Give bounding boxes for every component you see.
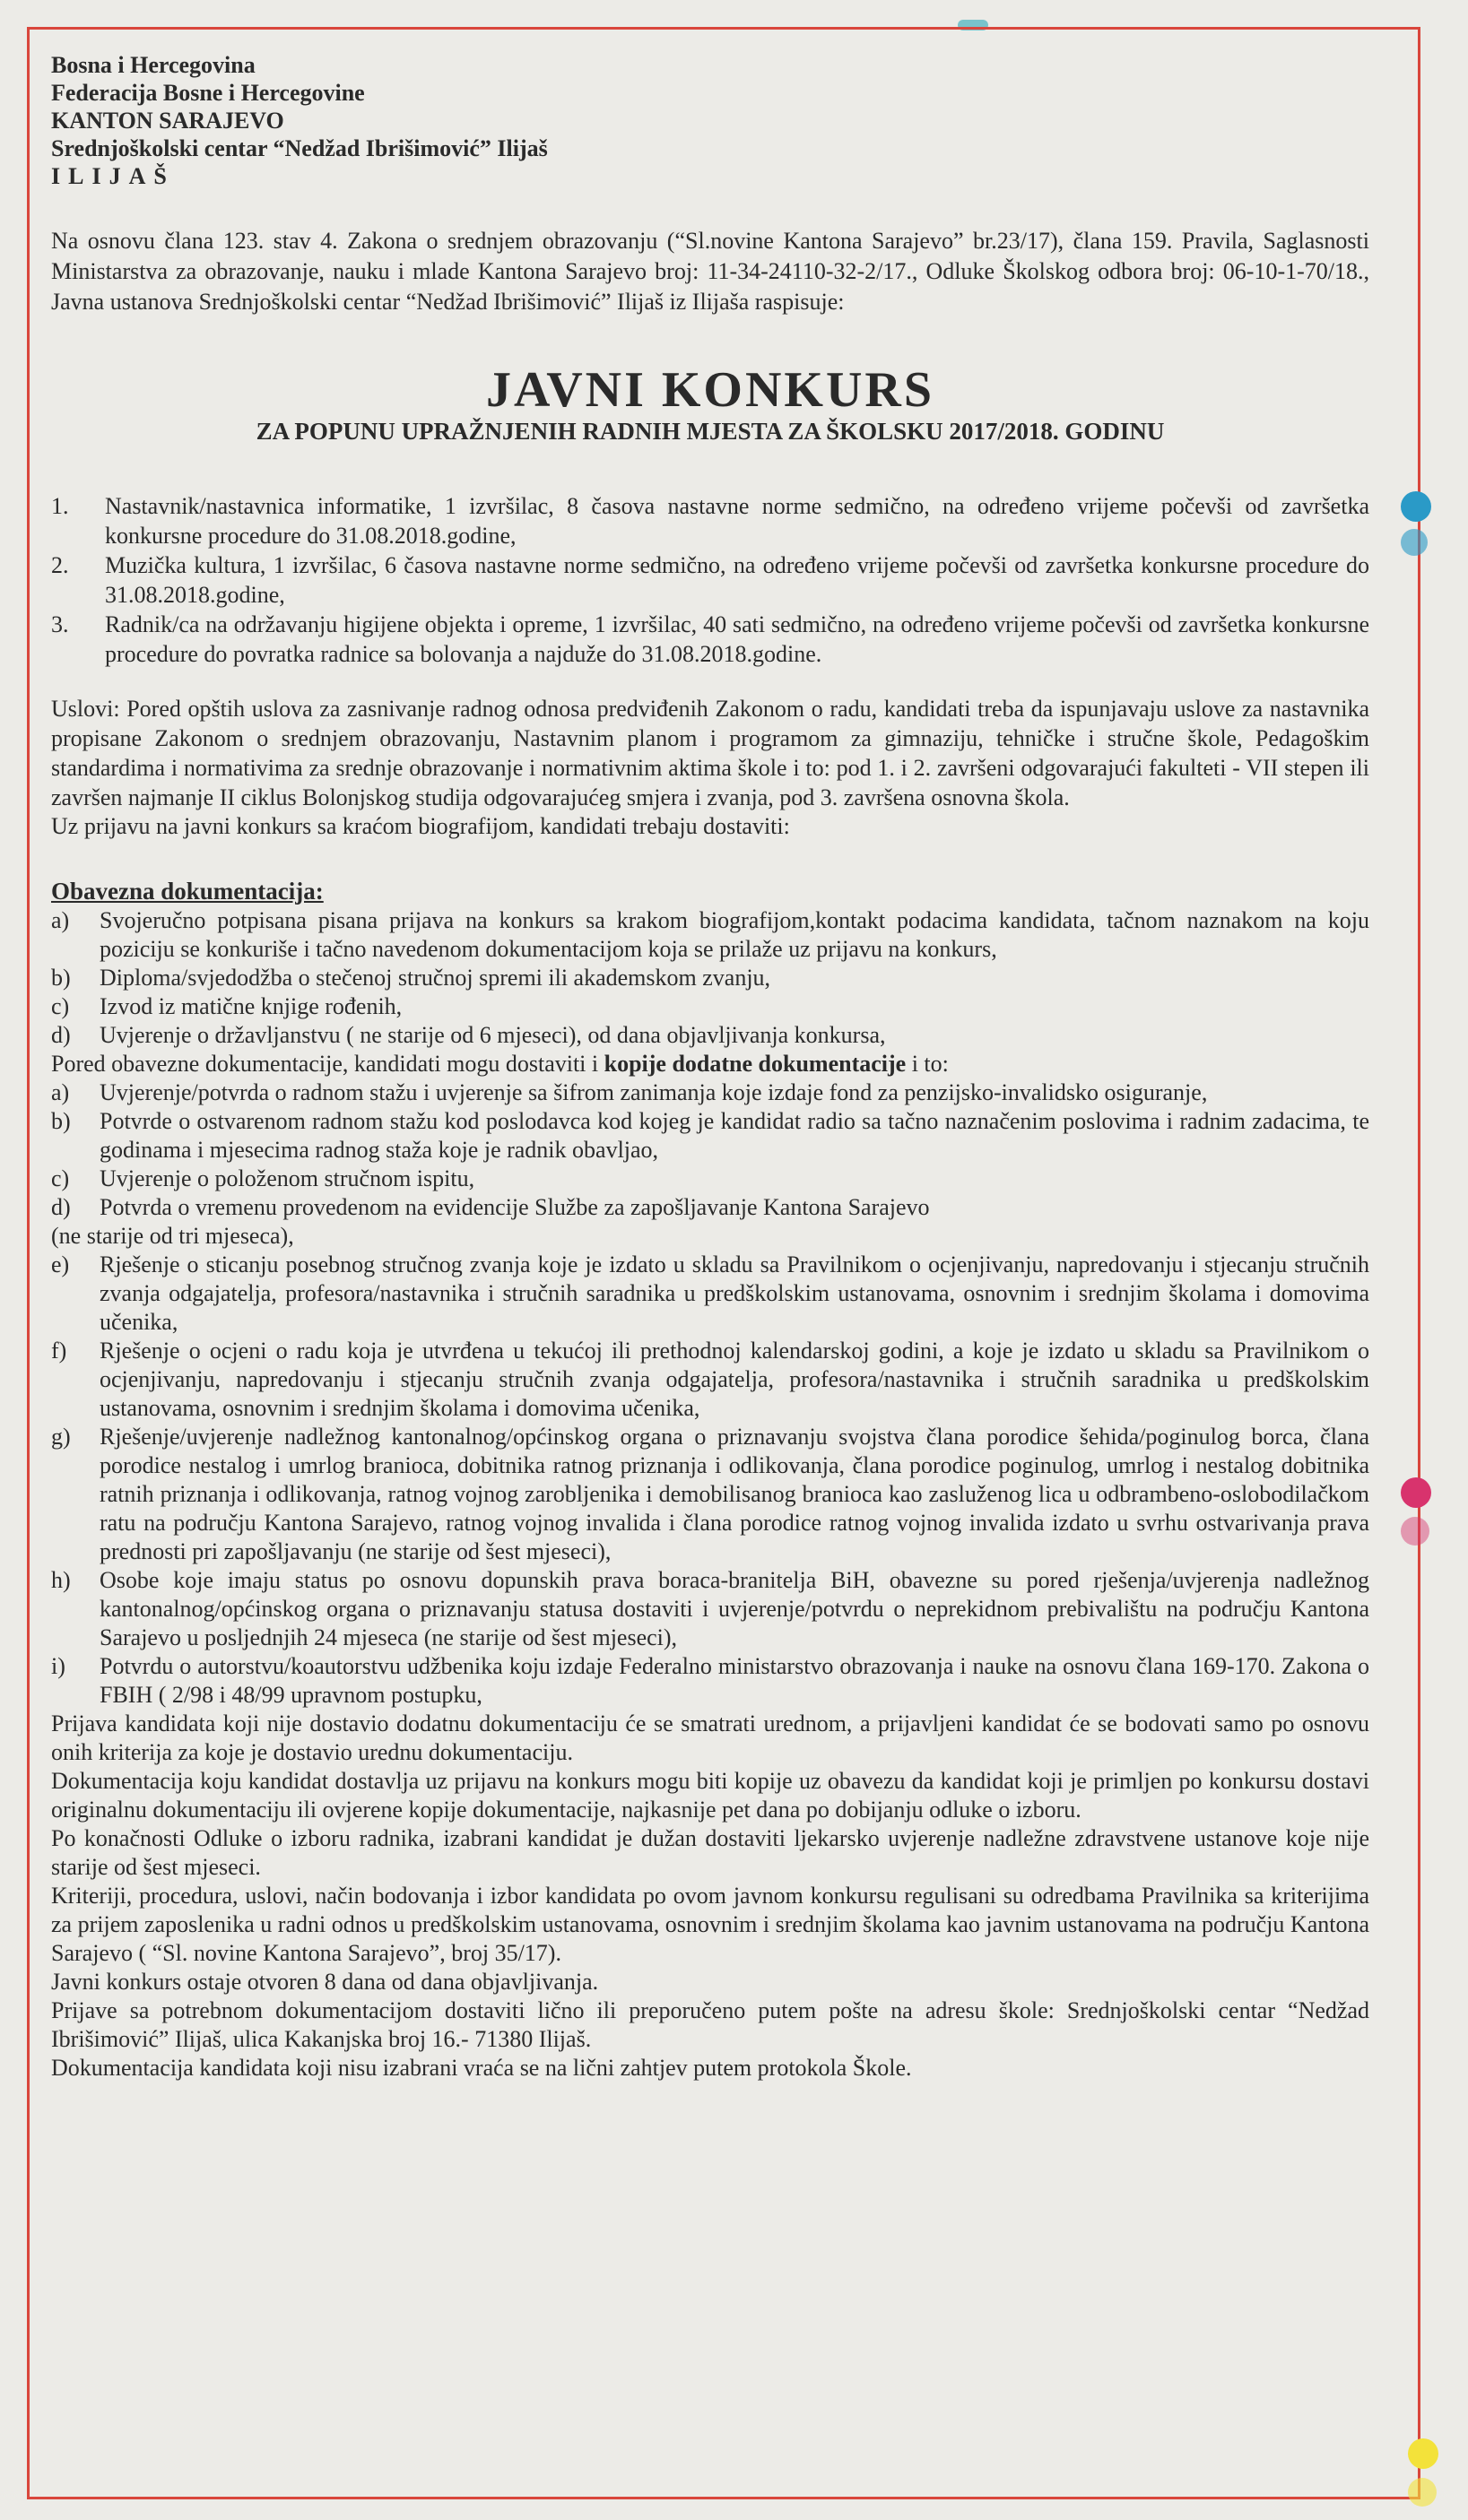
list-text: Uvjerenje/potvrda o radnom stažu i uvjerenje sa šifrom zanimanja koje izdaje fond za penzijsko-invalidsko osiguranje, — [100, 1079, 1208, 1105]
intro-paragraph: Na osnovu člana 123. stav 4. Zakona o srednjem obrazovanju (“Sl.novine Kantona Sarajevo” br.23/17), člana 159. Pravila, Saglasnosti Ministarstva za obrazovanje, nauku i mlade Kantona Sarajevo broj: 11-34-24110-32-2/17., Odluke Školskog odbora broj: 06-10-1-70/18., Javna ustanova Srednjoškolski centar “Nedžad Ibrišimović” Ilijaš iz Ilijaša raspisuje: — [51, 228, 1369, 315]
additional-intro-bold: kopije dodatne dokumentacije — [604, 1051, 907, 1077]
position-number: 2. — [51, 552, 69, 578]
list-text: Izvod iz matične knjige rođenih, — [100, 993, 403, 1019]
yellow-print-mark-faded — [1408, 2478, 1437, 2507]
cyan-print-mark — [1401, 491, 1431, 522]
closing-paragraph: Javni konkurs ostaje otvoren 8 dana od dana objavljivanja. — [51, 1969, 599, 1995]
list-marker: b) — [51, 1108, 71, 1134]
list-item — [51, 1165, 1369, 1193]
letterhead-town: ILIJAŠ — [51, 163, 175, 189]
position-number: 1. — [51, 493, 69, 519]
additional-docs-list — [51, 1078, 1369, 1710]
list-item — [51, 1107, 1369, 1165]
list-marker: a) — [51, 1079, 70, 1105]
magenta-print-mark-faded — [1401, 1517, 1429, 1546]
position-item — [51, 550, 1369, 610]
list-text: Uvjerenje o državljanstvu ( ne starije od 6 mjeseci), od dana objavljivanja konkursa, — [100, 1022, 886, 1048]
position-number: 3. — [51, 611, 69, 637]
list-marker: e) — [51, 1251, 70, 1277]
list-marker: g) — [51, 1424, 71, 1450]
additional-docs-intro — [51, 1050, 1369, 1078]
list-marker: b) — [51, 965, 71, 991]
list-item — [51, 906, 1369, 964]
closing-paragraph: Prijave sa potrebnom dokumentacijom dostaviti lično ili preporučeno putem pošte na adresu škole: Srednjoškolski centar “Nedžad Ibrišimović” Ilijaš, ulica Kakanjska broj 16.- 71380 Ilijaš. — [51, 1997, 1369, 2052]
list-text: Rješenje o sticanju posebnog stručnog zvanja koje je izdato u skladu sa Pravilnikom o ocjenjivanju, napredovanju i stjecanju stručnih zvanja odgajatelja, profesora/nastavnika i stručnih saradnika u predškolskim ustanovama, osnovnim i srednjim školama i domovima učenika, — [100, 1251, 1369, 1335]
list-marker: d) — [51, 1022, 71, 1048]
closing-paragraph: Po konačnosti Odluke o izboru radnika, izabrani kandidat je dužan dostaviti ljekarsko uvjerenje nadležne zdravstvene ustanove koje nije starije od šest mjeseci. — [51, 1825, 1369, 1880]
conditions-paragraph: Uslovi: Pored opštih uslova za zasnivanje radnog odnosa predviđenih Zakonom o radu, kandidati treba da ispunjavaju uslove za nastavnika propisane Zakonom o srednjem obrazovanju, Nastavnim planom i programom za gimnaziju, tehničke i stručne škole, Pedagoškim standardima i normativima za srednje obrazovanje i normativnim aktima škole i to: pod 1. i 2. završeni odgovarajući fakulteti - VII stepen ili završen najmanje II ciklus Bolonjskog studija odgovarajućeg smjera i zvanja, pod 3. završena osnovna škola. — [51, 696, 1369, 810]
list-item — [51, 1021, 1369, 1050]
list-item — [51, 1566, 1369, 1652]
document-title: JAVNI KONKURS — [485, 362, 935, 418]
list-text: Uvjerenje o položenom stručnom ispitu, — [100, 1165, 475, 1191]
list-text: Svojeručno potpisana pisana prijava na konkurs sa krakom biografijom,kontakt podacima kandidata, tačnom naznakom na koju poziciju se konkuriše i tačno navedenom dokumentacijom koja se prilaže uz prijavu na konkurs, — [100, 907, 1369, 962]
list-item — [51, 1251, 1369, 1337]
obligatory-docs-heading: Obavezna dokumentacija: — [51, 878, 324, 905]
letterhead-school: Srednjoškolski centar “Nedžad Ibrišimović” Ilijaš — [51, 135, 548, 161]
document-subtitle: ZA POPUNU UPRAŽNJENIH RADNIH MJESTA ZA ŠKOLSKU 2017/2018. GODINU — [256, 418, 1165, 445]
letterhead-federation: Federacija Bosne i Hercegovine — [51, 80, 365, 106]
list-marker: h) — [51, 1567, 71, 1593]
list-item — [51, 1337, 1369, 1423]
closing-section — [51, 1710, 1369, 2083]
closing-paragraph: Kriteriji, procedura, uslovi, način bodovanja i izbor kandidata po ovom javnom konkursu regulisani su odredbama Pravilnika sa kriterijima za prijem zaposlenika u radni odnos u predškolskim ustanovama, osnovnim i srednjim školama kao javnim ustanovama na području Kantona Sarajevo ( “Sl. novine Kantona Sarajevo”, broj 35/17). — [51, 1883, 1369, 1966]
position-text: Nastavnik/nastavnica informatike, 1 izvršilac, 8 časova nastavne norme sedmično, na određeno vrijeme počevši od završetka konkursne procedure do 31.08.2018.godine, — [105, 493, 1369, 549]
obligatory-docs-list — [51, 906, 1369, 1050]
cyan-print-mark-faded — [1401, 529, 1428, 556]
letterhead-canton: KANTON SARAJEVO — [51, 108, 284, 134]
closing-paragraph: Dokumentacija koju kandidat dostavlja uz prijavu na konkurs mogu biti kopije uz obavezu da kandidat koji je primljen po konkursu dostavi originalnu dokumentaciju ili ovjerene kopije dokumentacije, najkasnije pet dana po dobijanju odluke o izboru. — [51, 1768, 1369, 1823]
list-text: Osobe koje imaju status po osnovu dopunskih prava boraca-branitelja BiH, obavezne su pored rješenja/uvjerenja nadležnog kantonalnog/općinskog organa o priznavanju statusa dostaviti i uvjerenje/potvrdu o neprekidnom prebivalištu na području Kantona Sarajevo u posljednjih 24 mjeseca (ne starije od šest mjeseci), — [100, 1567, 1369, 1650]
list-text: Potvrda o vremenu provedenom na evidencije Službe za zapošljavanje Kantona Sarajevo — [100, 1194, 930, 1220]
position-item — [51, 610, 1369, 669]
yellow-print-mark — [1408, 2438, 1438, 2469]
list-marker: a) — [51, 907, 70, 933]
closing-paragraph: Dokumentacija kandidata koji nisu izabrani vraća se na lični zahtjev putem protokola Škole. — [51, 2055, 912, 2081]
document-content — [51, 51, 1369, 2083]
list-text: Diploma/svjedodžba o stečenoj stručnoj spremi ili akademskom zvanju, — [100, 965, 771, 991]
list-marker: d) — [51, 1194, 71, 1220]
letterhead-country: Bosna i Hercegovina — [51, 52, 256, 78]
list-item — [51, 1078, 1369, 1107]
list-marker: i) — [51, 1653, 65, 1679]
list-item — [51, 1652, 1369, 1710]
list-marker: f) — [51, 1338, 67, 1364]
additional-intro-before: Pored obavezne dokumentacije, kandidati mogu dostaviti i — [51, 1051, 604, 1077]
document-frame — [27, 27, 1420, 2499]
list-item — [51, 964, 1369, 992]
list-text: Rješenje o ocjeni o radu koja je utvrđena u tekućoj ili prethodnoj kalendarskoj godini, a koje je izdato u skladu sa Pravilnikom o ocjenjivanju, napredovanju i stjecanju stručnih zvanja odgajatelja, profesora/nastavnika i stručnih saradnika u predškolskim ustanovama, osnovnim i srednjim školama i domovima učenika, — [100, 1338, 1369, 1421]
magenta-print-mark — [1401, 1477, 1431, 1508]
application-note: Uz prijavu na javni konkurs sa kraćom biografijom, kandidati trebaju dostaviti: — [51, 813, 790, 839]
position-text: Muzička kultura, 1 izvršilac, 6 časova nastavne norme sedmično, na određeno vrijeme počevši od završetka konkursne procedure do 31.08.2018.godine, — [105, 552, 1369, 608]
position-text: Radnik/ca na održavanju higijene objekta i opreme, 1 izvršilac, 40 sati sedmično, na određeno vrijeme počevši od završetka konkursne procedure do povratka radnice sa bolovanja a najduže do 31.08.2018.godine. — [105, 611, 1369, 667]
list-marker: c) — [51, 993, 70, 1019]
list-text: Potvrde o ostvarenom radnom stažu kod poslodavca kod kojeg je kandidat radio sa tačno naznačenim poslovima i radnim zadacima, te godinama i mjesecima radnog staža koje je radnik obavljao, — [100, 1108, 1369, 1163]
positions-list — [51, 491, 1369, 669]
list-text: Rješenje/uvjerenje nadležnog kantonalnog/općinskog organa o priznavanju svojstva člana porodice šehida/poginulog borca, člana porodice nestalog i umrlog branioca, dobitnika ratnog priznanja i odlikovanja, člana porodice poginulog, umrlog i nestalog dobitnika ratnih priznanja i odlikovanja, ratnog vojnog zarobljenika i demobilisanog branioca kao zasluženog lica u odbrambeno-oslobodilačkom ratu na području Kantona Sarajevo, ratnog vojnog invalida i člana porodice ratnog vojnog invalida izdato u svrhu ostvarivanja prava prednosti pri zapošljavanju (ne starije od šest mjeseci), — [100, 1424, 1369, 1564]
list-item-continuation: (ne starije od tri mjeseca), — [51, 1223, 294, 1249]
additional-intro-after: i to: — [906, 1051, 949, 1077]
closing-paragraph: Prijava kandidata koji nije dostavio dodatnu dokumentaciju će se smatrati urednom, a prijavljeni kandidat će se bodovati samo po osnovu onih kriterija za koje je dostavio urednu dokumentaciju. — [51, 1710, 1369, 1765]
list-text: Potvrdu o autorstvu/koautorstvu udžbenika koju izdaje Federalno ministarstvo obrazovanja i nauke na osnovu člana 169-170. Zakona o FBIH ( 2/98 i 48/99 upravnom postupku, — [100, 1653, 1369, 1708]
list-item — [51, 1193, 1369, 1222]
list-item — [51, 1423, 1369, 1566]
list-marker: c) — [51, 1165, 70, 1191]
position-item — [51, 491, 1369, 550]
letterhead — [51, 51, 1369, 190]
list-item — [51, 992, 1369, 1021]
